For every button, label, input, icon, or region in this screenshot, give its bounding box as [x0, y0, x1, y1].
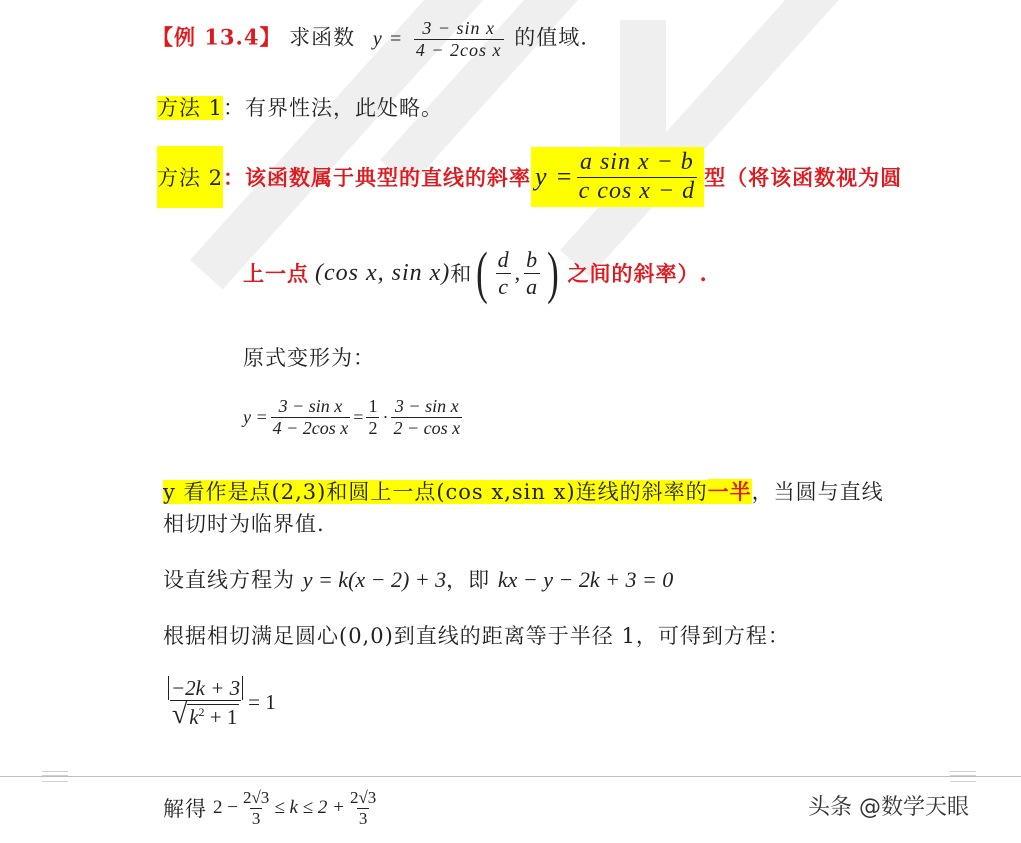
line-equation [163, 564, 673, 594]
method1-line [157, 92, 443, 122]
method2-text-3: 上一点 [243, 261, 309, 286]
sqrt-sign: √ [171, 699, 188, 731]
fraction-denominator: 4 − 2cos x [415, 39, 502, 60]
solution-middle: ≤ k ≤ 2 + [274, 797, 345, 819]
sqrt-radicand [187, 704, 239, 729]
fraction-numerator: 3 − sin x [422, 18, 496, 38]
interpret-line-2 [163, 508, 325, 538]
transform-num-2: 3 − sin x [394, 396, 459, 416]
solution-den-2: 3 [358, 808, 368, 828]
transform-label [243, 342, 375, 372]
tangent-text: 根据相切满足圆心(0,0)到直线的距离等于半径 1，可得到方程： [163, 624, 790, 648]
interpret-half: 一半 [707, 479, 752, 504]
example-line [152, 18, 588, 60]
plus-one: + 1 [204, 705, 238, 729]
method2-line-2 [243, 240, 708, 305]
solution-num-2: 2√3 [349, 788, 377, 807]
solution-left: 2 − [213, 797, 238, 819]
sqrt-expression [172, 701, 240, 729]
method2-colon: ： [223, 165, 246, 190]
interpret-line-2-text: 相切时为临界值. [163, 512, 325, 536]
comma: , [514, 260, 522, 285]
method2-line [157, 146, 902, 208]
b-letter: b [526, 247, 539, 273]
solution-line [163, 788, 381, 828]
transform-formula [243, 396, 465, 438]
half-num: 1 [368, 396, 378, 416]
transform-fraction-2 [391, 396, 462, 438]
d-letter: d [497, 247, 510, 273]
example-prompt: 求函数 [289, 25, 356, 50]
slope-numerator: a sin x − b [579, 148, 694, 175]
abs-value: −2k + 3 [168, 676, 243, 700]
slope-y: y = [535, 162, 574, 191]
method1-label: 方法 1 [157, 96, 224, 120]
k-var: k [189, 705, 199, 729]
example-prompt-end: 的值域. [514, 25, 588, 50]
page-divider [0, 776, 1021, 777]
solution-label: 解得 [163, 797, 207, 822]
tangent-line [163, 620, 790, 650]
half-fraction [366, 396, 379, 438]
fraction-d-c [496, 247, 512, 299]
example-tag: 【例 13.4】 [152, 24, 282, 50]
interpret-line-1 [163, 476, 884, 506]
exponent: 2 [198, 705, 205, 719]
distance-equals: = 1 [248, 690, 276, 715]
solution-fraction-1 [241, 788, 271, 828]
line-eq-sep: ，即 [446, 568, 491, 592]
method2-label: 方法 2 [157, 146, 223, 208]
c-letter: c [498, 273, 509, 299]
source-watermark: 头条 @数学天眼 [808, 795, 969, 820]
interpret-highlight: y 看作是点(2,3)和圆上一点(cos x,sin x)连线的斜率的 [163, 480, 708, 504]
page-marker-left [42, 771, 68, 782]
left-paren: ( [476, 240, 489, 305]
transform-den-1: 4 − 2cos x [272, 417, 349, 438]
fixed-point [472, 240, 563, 305]
method1-text: ：有界性法，此处略。 [223, 96, 444, 120]
method2-text-2: 型（将该函数视为圆 [704, 165, 903, 190]
solution-num-1: 2√3 [242, 788, 270, 807]
slope-formula [531, 147, 704, 207]
line-eq-text: 设直线方程为 [163, 568, 295, 592]
watermark-stroke [560, 0, 844, 277]
solution-fraction-2 [348, 788, 378, 828]
distance-denominator [170, 700, 242, 729]
example-y: y = [372, 27, 404, 50]
and-word: 和 [450, 262, 473, 286]
right-paren: ) [547, 240, 560, 305]
transform-num-1: 3 − sin x [278, 396, 343, 416]
distance-fraction [166, 676, 245, 729]
method2-text-4: 之间的斜率）. [567, 261, 708, 286]
slope-fraction [577, 149, 698, 205]
slope-denominator: c cos x − d [578, 177, 696, 204]
a-letter: a [526, 273, 539, 299]
half-den: 2 [368, 417, 378, 438]
transform-label-text: 原式变形为： [243, 346, 375, 370]
distance-equation [163, 676, 276, 729]
transform-den-2: 2 − cos x [393, 417, 461, 438]
fraction-b-a [524, 247, 540, 299]
line-eq-1: y = k(x − 2) + 3 [302, 567, 447, 592]
circle-point: (cos x, sin x) [315, 259, 451, 286]
page-marker-right [950, 771, 976, 782]
line-eq-2: kx − y − 2k + 3 = 0 [497, 567, 674, 592]
solution-den-1: 3 [251, 808, 261, 828]
transform-equals: = [353, 406, 364, 427]
transform-fraction-1 [271, 396, 351, 438]
transform-y: y = [243, 406, 268, 427]
example-fraction [414, 18, 504, 60]
method2-text: 该函数属于典型的直线的斜率 [245, 165, 532, 190]
distance-numerator [166, 676, 245, 700]
interpret-rest: ，当圆与直线 [751, 480, 884, 504]
multiply-dot: · [382, 406, 389, 427]
